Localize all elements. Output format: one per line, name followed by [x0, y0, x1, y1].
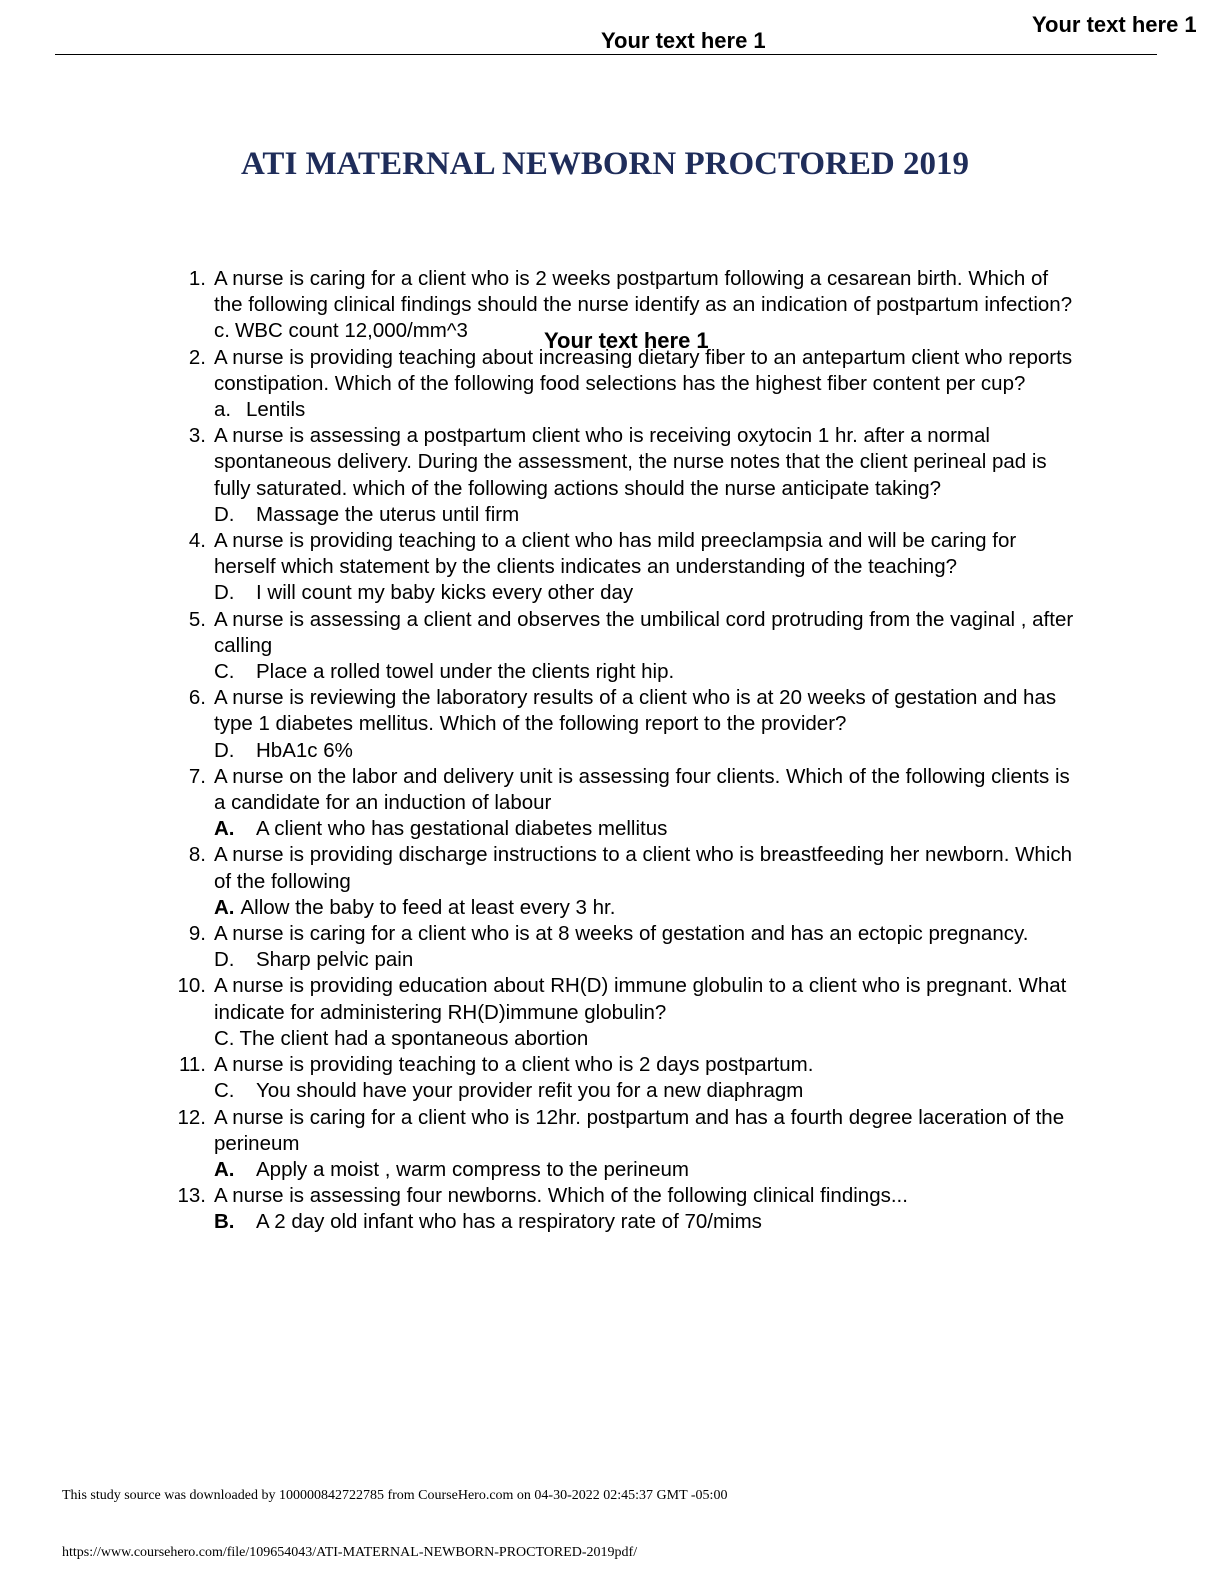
question-number: 12. — [177, 1105, 206, 1129]
watermark-top-right: Your text here 1 — [1032, 12, 1197, 37]
question-text: A nurse is providing teaching to a client who has mild preeclampsia and will be caring for herself which statement by the clients indicates an understanding of the teaching? — [214, 529, 1017, 579]
question-item — [176, 1183, 1076, 1235]
answer-letter: A. — [214, 817, 235, 841]
question-text: A nurse is providing discharge instructions to a client who is breastfeeding her newborn. Which of the following — [214, 843, 1073, 893]
answer — [214, 1209, 1076, 1235]
answer — [214, 502, 1076, 528]
question-item — [176, 764, 1076, 843]
question-text: A nurse is providing teaching about increasing dietary fiber to an antepartum client who reports constipation. Which of the following food selections has the highest fiber content per cup? — [214, 345, 1073, 395]
answer-letter: D. — [214, 738, 235, 762]
question-item — [176, 973, 1076, 1052]
header-rule — [55, 54, 1157, 55]
question-item — [176, 842, 1076, 921]
question-text: A nurse is assessing a postpartum client who is receiving oxytocin 1 hr. after a normal spontaneous delivery. During the assessment, the nurse notes that the client perineal pad is fully saturated. which of the following actions should the nurse anticipate taking? — [214, 424, 1047, 500]
answer-letter: C. — [214, 1079, 235, 1103]
question-number: 9. — [188, 922, 206, 946]
answer-text: Lentils — [246, 398, 306, 422]
question-number: 4. — [188, 529, 206, 553]
question-text: A nurse is reviewing the laboratory results of a client who is at 20 weeks of gestation and has type 1 diabetes mellitus. Which of the following report to the provider? — [214, 686, 1057, 736]
question-item — [176, 685, 1076, 764]
question-number: 2. — [188, 345, 206, 369]
answer-text: I will count my baby kicks every other day — [256, 581, 634, 605]
question-list — [176, 266, 1076, 1236]
question-text: A nurse on the labor and delivery unit is assessing four clients. Which of the following clients is a candidate for an induction of labour — [214, 764, 1070, 815]
question-item — [176, 345, 1076, 424]
answer — [214, 738, 1076, 764]
answer-text: You should have your provider refit you for a new diaphragm — [256, 1079, 804, 1103]
answer — [214, 1078, 1076, 1104]
answer-text: Massage the uterus until firm — [256, 502, 520, 526]
answer-letter: a. — [214, 398, 232, 422]
answer-letter: C. — [214, 660, 235, 684]
answer — [214, 816, 1076, 842]
answer-letter: D. — [214, 581, 235, 605]
watermark-middle: Your text here 1 — [544, 328, 709, 353]
answer-letter: A. — [214, 895, 235, 919]
answer — [214, 895, 1076, 921]
question-item — [176, 921, 1076, 973]
question-number: 7. — [188, 764, 206, 788]
question-number: 11. — [179, 1053, 206, 1077]
question-number: 6. — [188, 686, 206, 710]
footer-source-note: This study source was downloaded by 100000842722785 from CourseHero.com on 04-30-2022 02:45:37 GMT -05:00 — [62, 1488, 728, 1503]
answer — [214, 1157, 1076, 1183]
answer — [214, 397, 1076, 423]
question-number: 8. — [188, 843, 206, 867]
answer-letter: C. — [214, 1026, 235, 1050]
question-text: A nurse is caring for a client who is 2 weeks postpartum following a cesarean birth. Which of the following clinical findings should the nurse identify as an indication of postpartum infection? — [214, 267, 1073, 317]
watermark-header: Your text here 1 — [601, 28, 766, 53]
question-text: A nurse is assessing a client and observes the umbilical cord protruding from the vaginal , after calling — [214, 607, 1074, 657]
answer — [214, 947, 1076, 973]
answer-text: The client had a spontaneous abortion — [239, 1026, 589, 1050]
document-title: ATI MATERNAL NEWBORN PROCTORED 2019 — [241, 146, 969, 182]
question-text: A nurse is providing education about RH(D) immune globulin to a client who is pregnant. What indicate for administering RH(D)immune globulin? — [214, 974, 1067, 1024]
answer — [214, 580, 1076, 606]
answer-text: Sharp pelvic pain — [256, 948, 414, 972]
answer-letter: A. — [214, 1157, 235, 1181]
answer-text: HbA1c 6% — [256, 738, 353, 762]
question-item — [176, 1052, 1076, 1104]
answer-letter: c. — [214, 319, 230, 343]
answer-text: WBC count 12,000/mm^3 — [234, 319, 468, 343]
footer-url: https://www.coursehero.com/file/109654043/ATI-MATERNAL-NEWBORN-PROCTORED-2019pdf/ — [62, 1545, 638, 1560]
question-number: 13. — [177, 1184, 206, 1208]
question-item — [176, 423, 1076, 528]
question-text: A nurse is assessing four newborns. Which of the following clinical findings... — [214, 1184, 908, 1208]
question-item — [176, 528, 1076, 607]
question-number: 5. — [188, 607, 206, 631]
answer — [214, 1026, 1076, 1052]
answer-text: Allow the baby to feed at least every 3 hr. — [240, 895, 616, 919]
question-text: A nurse is providing teaching to a client who is 2 days postpartum. — [214, 1053, 814, 1077]
question-item — [176, 607, 1076, 686]
answer-text: Place a rolled towel under the clients right hip. — [256, 660, 675, 684]
answer-text: A client who has gestational diabetes mellitus — [256, 817, 668, 841]
question-text: A nurse is caring for a client who is at 8 weeks of gestation and has an ectopic pregnancy. — [214, 922, 1029, 946]
question-item — [176, 1105, 1076, 1184]
answer-letter: D. — [214, 502, 235, 526]
question-text: A nurse is caring for a client who is 12hr. postpartum and has a fourth degree laceration of the perineum — [214, 1105, 1065, 1155]
question-number: 3. — [188, 424, 206, 448]
answer — [214, 659, 1076, 685]
answer-letter: B. — [214, 1210, 235, 1234]
question-number: 10. — [177, 974, 206, 998]
question-number: 1. — [188, 267, 206, 290]
answer-text: A 2 day old infant who has a respiratory rate of 70/mims — [256, 1210, 762, 1234]
answer-text: Apply a moist , warm compress to the perineum — [256, 1157, 689, 1181]
answer-letter: D. — [214, 948, 235, 972]
